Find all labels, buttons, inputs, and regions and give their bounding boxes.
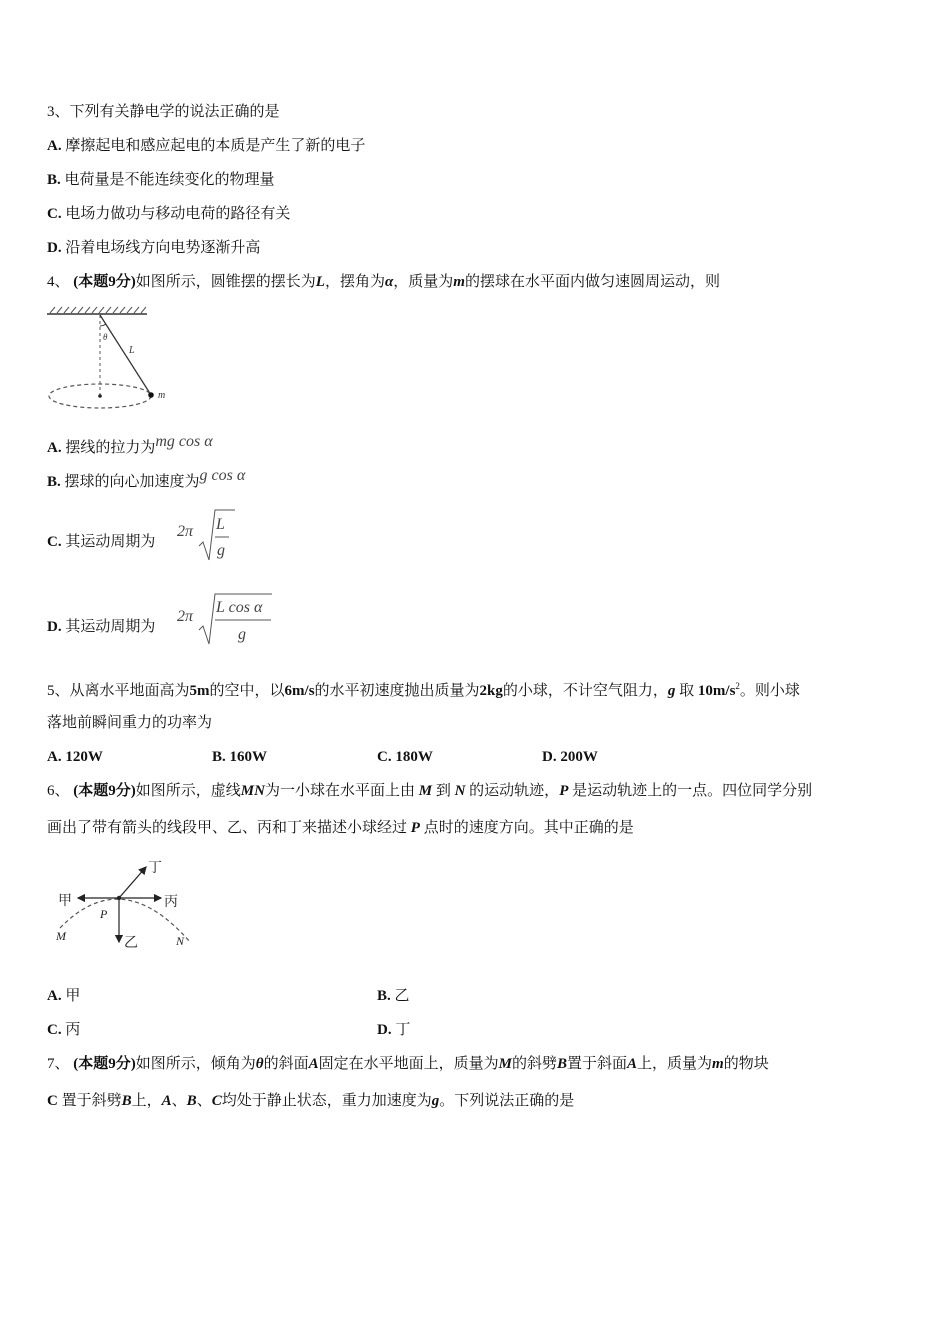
option-letter: D. xyxy=(542,749,557,765)
option-letter: B. xyxy=(377,988,391,1004)
option-text: 甲 xyxy=(65,988,81,1004)
q6-option-a xyxy=(47,986,80,1006)
var-alpha: α xyxy=(384,274,394,290)
stem-text: 是运动轨迹上的一点。四位同学分别 xyxy=(572,783,813,799)
var-N: N xyxy=(454,783,466,799)
separator: 、 xyxy=(171,1093,187,1109)
option-letter: D. xyxy=(47,619,62,635)
fraction-denominator: g xyxy=(217,542,225,559)
option-text: 120W xyxy=(65,749,103,765)
q6-option-d xyxy=(377,1020,410,1040)
stem-text: 的斜劈 xyxy=(511,1056,557,1072)
label-bing: 丙 xyxy=(164,895,178,910)
stem-text: 点时的速度方向。其中正确的是 xyxy=(423,820,634,836)
option-letter: B. xyxy=(47,172,61,188)
q3-stem: 3、下列有关静电学的说法正确的是 xyxy=(47,104,280,120)
option-text: 摆球的向心加速度为 xyxy=(64,474,200,490)
stem-text: 取 xyxy=(679,683,695,699)
radical-sign-c xyxy=(197,508,237,564)
option-text: 160W xyxy=(229,749,268,765)
stem-text: 如图所示，虚线 xyxy=(135,783,241,799)
period-coef-c: 2π xyxy=(177,523,194,540)
option-text: 其运动周期为 xyxy=(65,619,156,635)
option-text: 丙 xyxy=(65,1022,81,1038)
q6-option-c xyxy=(47,1020,80,1040)
option-text: 乙 xyxy=(394,988,410,1004)
stem-text: 5、从离水平地面高为 xyxy=(47,683,190,699)
stem-text: 的小球，不计空气阻力， xyxy=(502,683,668,699)
trajectory-figure xyxy=(52,856,202,954)
var-M: M xyxy=(498,1056,512,1072)
g-value: 10m/s xyxy=(697,683,736,699)
arrow-ding xyxy=(119,867,146,898)
q3-option-b xyxy=(47,170,275,190)
g-exponent: 2 xyxy=(735,681,740,691)
stem-text: 上， xyxy=(131,1093,162,1109)
score-tag: (本题9分) xyxy=(73,783,136,799)
q5-option-c xyxy=(377,747,433,767)
stem-text: 均处于静止状态，重力加速度为 xyxy=(221,1093,432,1109)
var-A: A xyxy=(627,1056,638,1072)
var-B: B xyxy=(121,1093,132,1109)
q5-option-a xyxy=(47,747,103,767)
separator: 、 xyxy=(196,1093,212,1109)
question-number: 7、 xyxy=(47,1056,70,1072)
q5-stem-line2: 落地前瞬间重力的功率为 xyxy=(47,715,213,731)
math-expression: mg cos α xyxy=(155,433,213,450)
bob xyxy=(148,392,154,398)
var-A: A xyxy=(308,1056,319,1072)
q7-stem-line2 xyxy=(47,1091,574,1111)
stem-text: 置于斜面 xyxy=(567,1056,628,1072)
q3-option-c xyxy=(47,204,290,224)
var-m: m xyxy=(712,1056,724,1072)
option-text: 电荷量是不能连续变化的物理量 xyxy=(64,172,275,188)
option-text: 180W xyxy=(395,749,433,765)
option-text: 沿着电场线方向电势逐渐升高 xyxy=(65,240,261,256)
fraction-numerator: L cos α xyxy=(216,599,263,616)
stem-text: 的空中，以 xyxy=(209,683,285,699)
option-letter: A. xyxy=(47,749,62,765)
score-tag: (本题9分) xyxy=(73,274,136,290)
var-P: P xyxy=(559,783,569,799)
stem-text: 的运动轨迹， xyxy=(469,783,560,799)
stem-text: 固定在水平地面上，质量为 xyxy=(318,1056,499,1072)
mass-label: m xyxy=(158,390,166,401)
var-MN: MN xyxy=(240,783,265,799)
option-letter: B. xyxy=(47,474,61,490)
stem-text: 。下列说法正确的是 xyxy=(439,1093,575,1109)
var-g: g xyxy=(667,683,676,699)
option-letter: A. xyxy=(47,138,62,154)
stem-text: 的水平初速度抛出质量为 xyxy=(314,683,480,699)
mass-value: 2kg xyxy=(479,683,503,699)
q5-option-b xyxy=(212,747,267,767)
label-n: N xyxy=(176,934,185,948)
q6-stem-line1 xyxy=(47,781,812,801)
var-C: C xyxy=(47,1093,58,1109)
option-letter: A. xyxy=(47,988,62,1004)
var-B: B xyxy=(556,1056,567,1072)
string-line xyxy=(100,315,151,395)
option-text: 丁 xyxy=(395,1022,411,1038)
var-P: P xyxy=(410,820,420,836)
option-letter: C. xyxy=(47,1022,62,1038)
q5-option-d xyxy=(542,747,598,767)
q5-stem-line1 xyxy=(47,676,800,701)
option-letter: B. xyxy=(212,749,226,765)
var-C: C xyxy=(211,1093,222,1109)
stem-text: 为一小球在水平面上由 xyxy=(264,783,415,799)
q4-option-b xyxy=(47,467,246,492)
theta-label: θ xyxy=(103,332,108,342)
option-letter: C. xyxy=(377,749,392,765)
question-number: 6、 xyxy=(47,783,70,799)
label-jia: 甲 xyxy=(58,894,72,909)
var-A: A xyxy=(161,1093,172,1109)
q6-stem-line2 xyxy=(47,818,634,838)
height-value: 5m xyxy=(189,683,210,699)
fraction-numerator: L xyxy=(216,516,225,533)
math-expression: g cos α xyxy=(199,467,246,484)
q4-option-d xyxy=(47,617,155,637)
q4-option-c xyxy=(47,532,155,552)
q4-stem xyxy=(47,272,720,292)
var-L: L xyxy=(315,274,325,290)
label-yi: 乙 xyxy=(124,936,138,951)
center-dot xyxy=(98,394,102,398)
stem-text: 画出了带有箭头的线段甲、乙、丙和丁来描述小球经过 xyxy=(47,820,408,836)
stem-text: 如图所示，倾角为 xyxy=(135,1056,256,1072)
var-B: B xyxy=(186,1093,197,1109)
var-m: m xyxy=(453,274,465,290)
q3-option-d xyxy=(47,238,260,258)
option-text: 摩擦起电和感应起电的本质是产生了新的电子 xyxy=(65,138,366,154)
option-letter: C. xyxy=(47,534,62,550)
radical-sign-d xyxy=(197,592,277,648)
stem-text: 到 xyxy=(435,783,451,799)
q6-option-b xyxy=(377,986,410,1006)
q3-option-a xyxy=(47,136,365,156)
stem-text: 。则小球 xyxy=(739,683,800,699)
option-text: 摆线的拉力为 xyxy=(65,440,156,456)
var-M: M xyxy=(418,783,433,799)
stem-text: ，质量为 xyxy=(393,274,454,290)
var-g: g xyxy=(431,1093,440,1109)
option-letter: D. xyxy=(377,1022,392,1038)
stem-text: 置于斜劈 xyxy=(61,1093,122,1109)
option-text: 200W xyxy=(560,749,598,765)
fraction-denominator: g xyxy=(238,626,246,643)
label-ding: 丁 xyxy=(148,861,162,876)
option-text: 电场力做功与移动电荷的路径有关 xyxy=(65,206,291,222)
ceiling-hatch xyxy=(50,307,146,313)
stem-text: 上，质量为 xyxy=(637,1056,713,1072)
conical-pendulum-figure xyxy=(44,306,184,414)
score-tag: (本题9分) xyxy=(73,1056,136,1072)
length-label: L xyxy=(129,345,135,356)
label-p: P xyxy=(100,907,108,921)
question-number: 4、 xyxy=(47,274,70,290)
stem-text: ，摆角为 xyxy=(324,274,385,290)
period-coef-d: 2π xyxy=(177,608,194,625)
option-text: 其运动周期为 xyxy=(65,534,156,550)
option-letter: A. xyxy=(47,440,62,456)
angle-arc xyxy=(100,324,106,326)
option-letter: D. xyxy=(47,240,62,256)
velocity-value: 6m/s xyxy=(284,683,315,699)
q4-option-a xyxy=(47,433,213,458)
option-letter: C. xyxy=(47,206,62,222)
var-theta: θ xyxy=(255,1056,264,1072)
stem-text: 的斜面 xyxy=(263,1056,309,1072)
stem-text: 的摆球在水平面内做匀速圆周运动，则 xyxy=(464,274,720,290)
stem-text: 的物块 xyxy=(723,1056,769,1072)
label-m: M xyxy=(56,929,66,943)
q7-stem-line1 xyxy=(47,1054,769,1074)
stem-text: 如图所示，圆锥摆的摆长为 xyxy=(135,274,316,290)
